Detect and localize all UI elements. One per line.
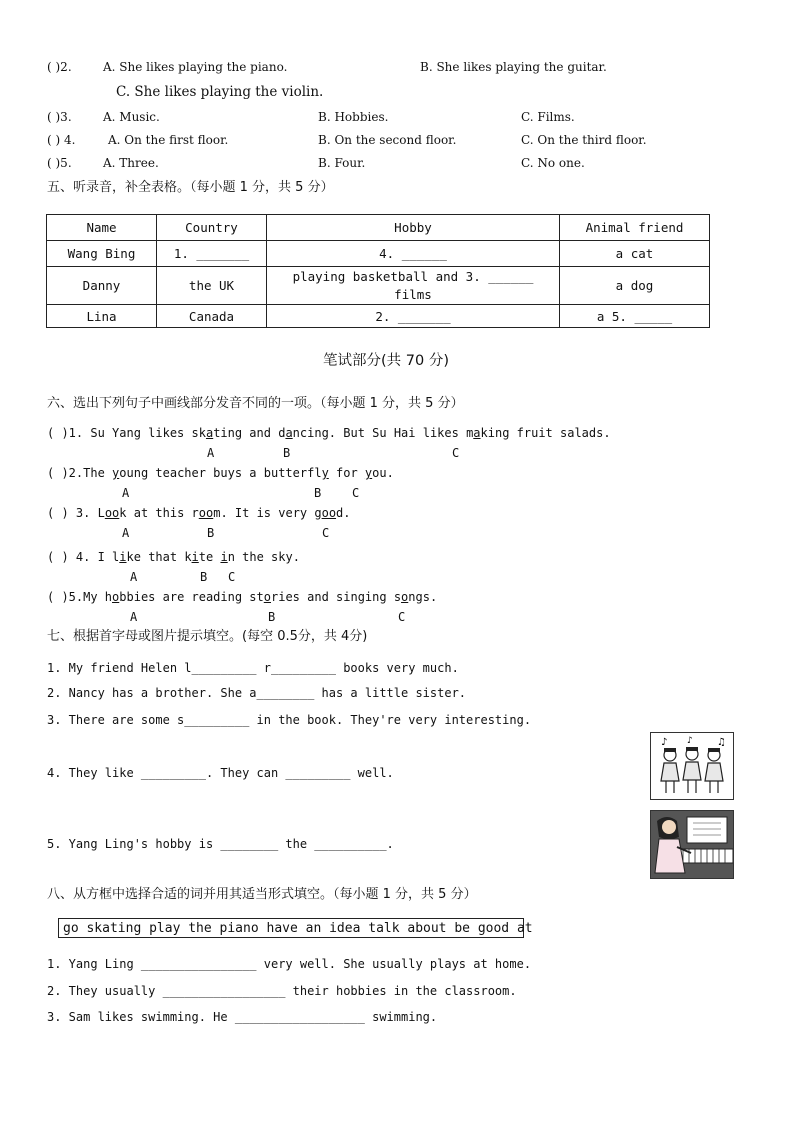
- listen-q3-option-c: C. Films.: [521, 110, 575, 124]
- listen-q2-option-b: B. She likes playing the guitar.: [420, 60, 607, 74]
- header-hobby: Hobby: [267, 215, 560, 241]
- listen-q3-num: ( )3.: [47, 110, 72, 124]
- text-seg: ncing. But Su Hai likes m: [292, 426, 474, 440]
- text-seg: m. It is very g: [213, 506, 322, 520]
- listen-q2-option-a: A. She likes playing the piano.: [103, 60, 288, 74]
- listen-q2-option-c: C. She likes playing the violin.: [116, 84, 324, 100]
- fill-q4: 4. They like _________. They can _________ well.: [47, 766, 394, 780]
- option-letter-c: C: [228, 570, 236, 584]
- cell-name: Danny: [47, 267, 157, 305]
- cell-hobby: [267, 267, 560, 305]
- header-name: Name: [47, 215, 157, 241]
- listen-q2-num: ( )2.: [47, 60, 72, 74]
- text-seg: L: [97, 506, 105, 520]
- word-bank-box: go skating play the piano have an idea talk about be good at: [58, 918, 524, 938]
- piano-player-image: [650, 810, 734, 879]
- text-seg: for: [328, 466, 365, 480]
- option-letter-a: A: [130, 570, 138, 584]
- text-seg: ting and d: [213, 426, 286, 440]
- table-row: [47, 241, 710, 267]
- listen-q4-option-c: C. On the third floor.: [521, 133, 647, 147]
- question-num: ( )2.: [47, 466, 84, 480]
- text-seg: d.: [336, 506, 351, 520]
- text-seg: ries and singing s: [271, 590, 402, 604]
- listen-q4-option-a: A. On the first floor.: [108, 133, 229, 147]
- text-seg: Su Yang likes sk: [90, 426, 206, 440]
- table-row: [47, 267, 710, 305]
- underline-a: a: [205, 426, 214, 440]
- cell-animal: a dog: [560, 267, 710, 305]
- phonics-q2: [47, 467, 394, 479]
- word-fill-q1: 1. Yang Ling ________________ very well. She usually plays at home.: [47, 957, 532, 971]
- word-fill-q2: 2. They usually _________________ their hobbies in the classroom.: [47, 984, 517, 998]
- singing-girls-image: [650, 732, 734, 800]
- underline-c: y: [364, 466, 373, 480]
- text-seg: I l: [97, 550, 120, 564]
- cell-name: Lina: [47, 305, 157, 328]
- fill-q3: 3. There are some s_________ in the book. They're very interesting.: [47, 713, 532, 727]
- underline-a: o: [112, 590, 120, 604]
- listen-q5-option-c: C. No one.: [521, 156, 585, 170]
- cell-country: the UK: [157, 267, 267, 305]
- option-letter-a: A: [122, 486, 130, 500]
- phonics-q4: [47, 551, 300, 563]
- written-part-title: 笔试部分(共 70 分): [323, 353, 449, 369]
- option-letter-c: C: [398, 610, 406, 624]
- option-letter-b: B: [200, 570, 208, 584]
- text-seg: The: [83, 466, 113, 480]
- phonics-q3: [47, 507, 351, 519]
- question-num: ( )5.: [47, 590, 84, 604]
- option-letter-b: B: [207, 526, 215, 540]
- cell-country: Canada: [157, 305, 267, 328]
- question-num: ( ) 3.: [47, 506, 91, 520]
- option-letter-b: B: [268, 610, 276, 624]
- text-seg: ngs.: [408, 590, 438, 604]
- section6-title: 六、选出下列句子中画线部分发音不同的一项。（每小题 1 分，共 5 分）: [47, 396, 464, 411]
- text-seg: king fruit salads.: [480, 426, 611, 440]
- cell-hobby-line2: films: [394, 286, 432, 302]
- section5-title: 五、听录音，补全表格。（每小题 1 分，共 5 分）: [47, 180, 334, 195]
- table-row: [47, 305, 710, 328]
- text-seg: ke that k: [126, 550, 192, 564]
- word-fill-q3: 3. Sam likes swimming. He __________________ swimming.: [47, 1010, 438, 1024]
- underline-b: oo: [198, 506, 214, 520]
- section7-title: 七、根据首字母或图片提示填空。(每空 0.5分，共 4分): [47, 629, 368, 644]
- listen-q4-num: ( ) 4.: [47, 133, 76, 147]
- option-letter-c: C: [452, 446, 460, 460]
- listen-q3-option-b: B. Hobbies.: [318, 110, 389, 124]
- question-num: ( )1.: [47, 426, 84, 440]
- table-header-row: [47, 215, 710, 241]
- text-seg: k at this r: [119, 506, 199, 520]
- text-seg: te: [198, 550, 221, 564]
- underline-b: y: [321, 466, 329, 480]
- header-animal-friend: Animal friend: [560, 215, 710, 241]
- fill-q5: 5. Yang Ling's hobby is ________ the __________.: [47, 837, 394, 851]
- text-seg: n the sky.: [227, 550, 300, 564]
- underline-a: oo: [104, 506, 120, 520]
- underline-b: o: [263, 590, 271, 604]
- cell-name: Wang Bing: [47, 241, 157, 267]
- option-letter-b: B: [283, 446, 291, 460]
- underline-b: a: [285, 426, 293, 440]
- cell-animal: a cat: [560, 241, 710, 267]
- underline-c: a: [473, 426, 481, 440]
- underline-a: y: [112, 466, 120, 480]
- cell-hobby-line1: playing basketball and 3. ______: [292, 268, 534, 284]
- cell-hobby: 2. _______: [267, 305, 560, 328]
- option-letter-a: A: [130, 610, 138, 624]
- fill-q1: 1. My friend Helen l_________ r_________ books very much.: [47, 661, 459, 675]
- cell-animal: a 5. _____: [560, 305, 710, 328]
- option-letter-c: C: [322, 526, 330, 540]
- text-seg: oung teacher buys a butterfl: [119, 466, 322, 480]
- listen-q5-num: ( )5.: [47, 156, 72, 170]
- text-seg: bbies are reading st: [119, 590, 264, 604]
- listen-q4-option-b: B. On the second floor.: [318, 133, 457, 147]
- underline-c: oo: [321, 506, 337, 520]
- option-letter-a: A: [207, 446, 215, 460]
- underline-a: i: [119, 550, 127, 564]
- listen-q3-option-a: A. Music.: [103, 110, 160, 124]
- listen-q5-option-b: B. Four.: [318, 156, 366, 170]
- question-num: ( ) 4.: [47, 550, 91, 564]
- svg-text:♪: ♪: [687, 736, 693, 746]
- cell-hobby: 4. ______: [267, 241, 560, 267]
- phonics-q5: [47, 591, 437, 603]
- hobby-table: [46, 214, 710, 328]
- svg-text:♫: ♫: [717, 737, 726, 748]
- phonics-q1: [47, 427, 611, 439]
- underline-c: o: [401, 590, 409, 604]
- option-letter-c: C: [352, 486, 360, 500]
- text-seg: My h: [83, 590, 113, 604]
- section8-title: 八、从方框中选择合适的词并用其适当形式填空。（每小题 1 分，共 5 分）: [47, 887, 477, 902]
- option-letter-a: A: [122, 526, 130, 540]
- text-seg: ou.: [372, 466, 394, 480]
- listen-q5-option-a: A. Three.: [103, 156, 159, 170]
- underline-b: i: [191, 550, 199, 564]
- header-country: Country: [157, 215, 267, 241]
- svg-text:♪: ♪: [661, 737, 668, 748]
- cell-country: 1. _______: [157, 241, 267, 267]
- option-letter-b: B: [314, 486, 322, 500]
- fill-q2: 2. Nancy has a brother. She a________ has a little sister.: [47, 686, 467, 700]
- underline-c: i: [220, 550, 228, 564]
